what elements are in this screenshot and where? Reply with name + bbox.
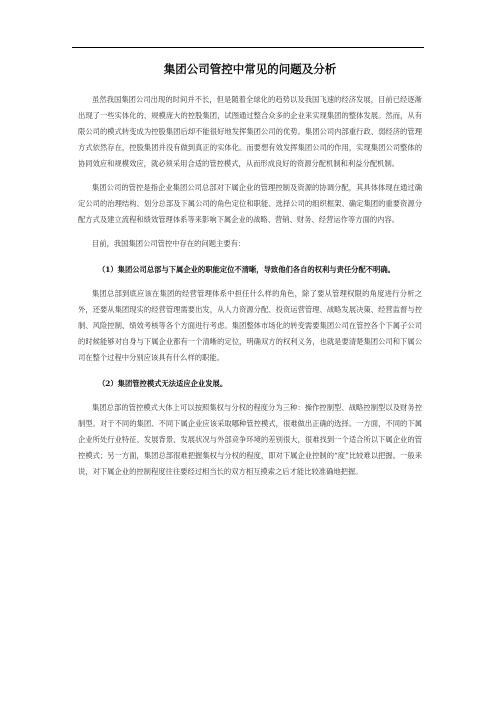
subheading-problem-2: （2）集团管控模式无法适应企业发展。	[98, 379, 228, 388]
paragraph-intro: 虽然我国集团公司出现的时间并不长，但是随着全球化的趋势以及我国飞速的经济发展，目前已经逐渐出现了一些实体化的、规模庞大的控股集团，试图通过整合众多的企业来实现集团的整体发展。然而，从有限公司的模式转变成为控股集团后却不能很好地发挥集团公司的优势。集团公司内部重行政、弱经济的管理方式依然存在，控股集团并没有做到真正的实体化。而要想有效发挥集团公司的作用，实现集团公司整体的协同效应和规模效应，就必须采用合适的管控模式，从而形成良好的资源分配机制和利益分配机制。	[78, 95, 422, 168]
subheading-problem-1: （1）集团公司总部与下属企业的职能定位不清晰，导致他们各自的权利与责任分配不明确。	[98, 265, 395, 274]
header-rule	[72, 47, 424, 48]
paragraph-problem-1: 集团总部到底应该在集团的经营管理体系中担任什么样的角色，除了要从管理权限的角度进行分析之外，还要从集团现实的经营管理需要出发，从人力资源分配、投资运营管理、战略发展决策、经营监督与控制、风险控制、绩效考核等各个方面进行考虑。集团整体市场化的转变需要集团公司在管控各个下属子公司的时候能够对自身与下属企业都有一个清晰的定位，明确双方的权利义务，也就是要清楚集团公司和下属公司在整个过程中分别应该具有什么样的职能。	[78, 289, 422, 362]
document-body	[78, 62, 422, 488]
paragraph-definition: 集团公司的管控是指企业集团公司总部对下属企业的管理控制及资源的协调分配，其具体体现在通过确定公司的治理结构、划分总部及下属公司的角色定位和职能、选择公司的组织框架、确定集团的重要资源分配方式及建立流程和绩效管理体系等来影响下属企业的战略、营销、财务、经营运作等方面的内容。	[78, 183, 422, 224]
paragraph-problems-lead: 目前，我国集团公司管控中存在的问题主要有：	[92, 239, 246, 248]
document-title: 集团公司管控中常见的问题及分析	[163, 62, 337, 76]
paragraph-problem-2: 集团总部的管控模式大体上可以按照集权与分权的程度分为三种：操作控制型、战略控制型以及财务控制型。对于不同的集团、不同下属企业应该采取哪种管控模式，很难做出正确的选择。一方面，不同的下属企业所处行业特征、发展背景、发展状况与外部竞争环境的差别很大，很难找到一个适合所以下属企业的管控模式；另一方面，集团总部很难把握集权与分权的程度，即对下属企业控制的“度”比较难以把握。一般来说，对下属企业的控制程度往往要经过相当长的双方相互摸索之后才能比较准确地把握。	[78, 403, 422, 476]
